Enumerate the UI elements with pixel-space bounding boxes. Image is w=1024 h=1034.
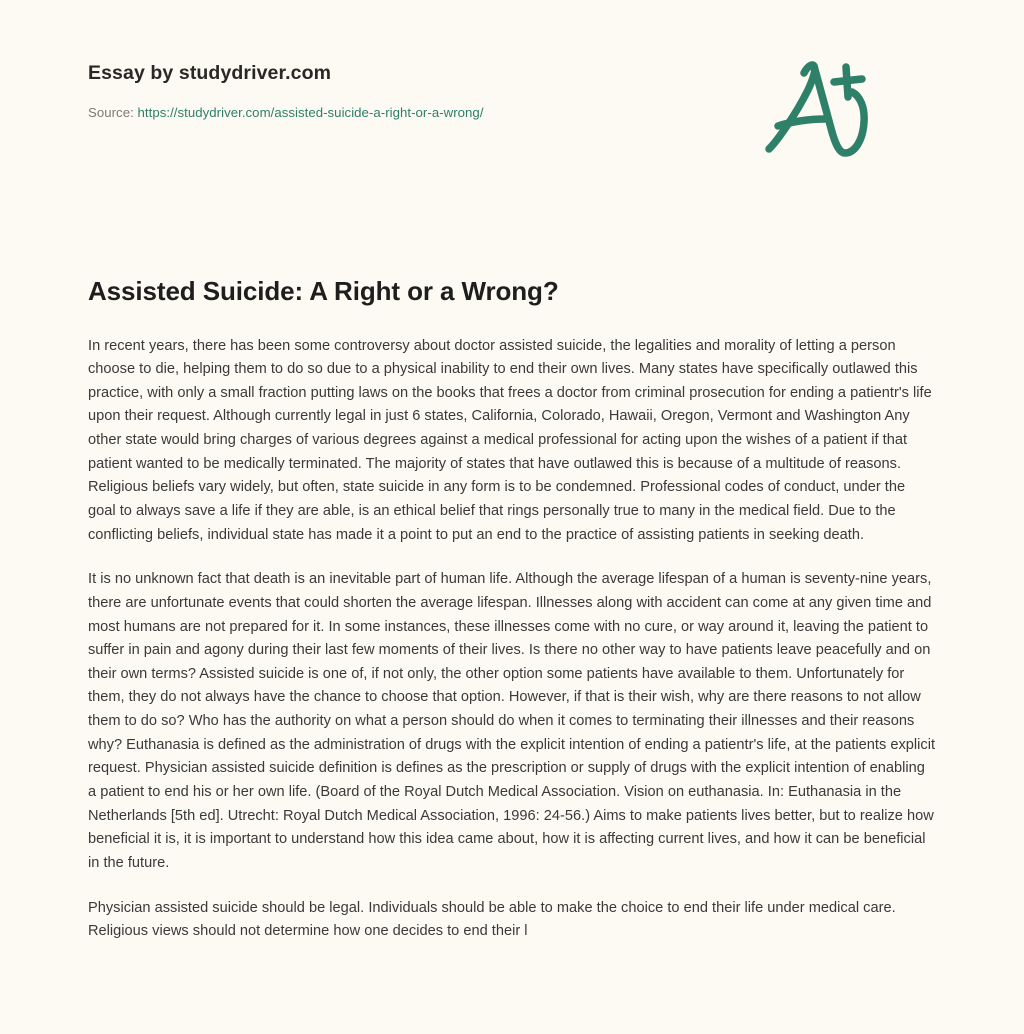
article-body <box>88 308 936 944</box>
source-label: Source: <box>88 105 134 121</box>
page-title: Assisted Suicide: A Right or a Wrong? <box>88 276 559 306</box>
document-header <box>88 0 936 180</box>
source-url-link[interactable]: https://studydriver.com/assisted-suicide-a-right-or-a-wrong/ <box>137 105 484 121</box>
paragraph: Physician assisted suicide should be legal. Individuals should be able to make the choice to end their life under medical care. Religious views should not determine how one decides to end their l <box>88 899 896 940</box>
essay-byline: Essay by studydriver.com <box>88 62 332 84</box>
paragraph: In recent years, there has been some controversy about doctor assisted suicide, the legalities and morality of letting a person choose to die, helping them to do so due to a physical inability to end their own lives. Many states have specifically outlawed this practice, with only a small fraction putting laws on the books that frees a doctor from criminal prosecution for ending a patientr's life upon their request. Although currently legal in just 6 states, California, Colorado, Hawaii, Oregon, Vermont and Washington Any other state would bring charges of various degrees against a medical professional for acting upon the wishes of a patient if that patient wanted to be medically terminated. The majority of states that have outlawed this is because of a multitude of reasons. Religious beliefs vary widely, but often, state suicide in any form is to be condemned. Professional codes of conduct, under the goal to always save a life if they are able, is an ethical belief that rings personally true to many in the medical field. Due to the conflicting beliefs, individual state has made it a point to put an end to the practice of assisting patients in seeking death. <box>88 337 932 543</box>
source-line <box>88 104 936 121</box>
paragraph: It is no unknown fact that death is an inevitable part of human life. Although the average lifespan of a human is seventy-nine years, there are unfortunate events that could shorten the average lifespan. Illnesses along with accident can come at any given time and most humans are not prepared for it. In some instances, these illnesses come with no cure, or way around it, leaving the patient to suffer in pain and agony during their last few moments of their lives. Is there no other way to have patients leave peacefully and on their own terms? Assisted suicide is one of, if not only, the other option some patients have available to them. Unfortunately for them, they do not always have the chance to choose that option. However, if that is their wish, why are there reasons to not allow them to do so? Who has the authority on what a person should do when it comes to terminating their illnesses and their reasons why? Euthanasia is defined as the administration of drugs with the explicit intention of ending a patientr's life, at the patients explicit request. Physician assisted suicide definition is defines as the prescription or supply of drugs with the explicit intention of enabling a patient to end his or her own life. (Board of the Royal Dutch Medical Association. Vision on euthanasia. In: Euthanasia in the Netherlands [5th ed]. Utrecht: Royal Dutch Medical Association, 1996: 24-56.) Aims to make patients lives better, but to realize how beneficial it is, it is important to understand how this idea came about, how it is affecting current lives, and how it can be beneficial in the future. <box>88 571 936 871</box>
